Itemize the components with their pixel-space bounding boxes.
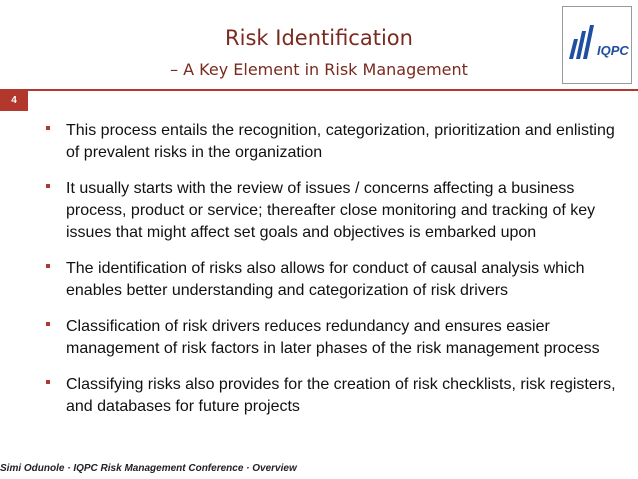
bullet-item [44, 316, 619, 360]
bullet-marker-icon [46, 322, 50, 326]
logo-text: IQPC [597, 43, 629, 58]
bullet-list [44, 120, 619, 432]
bullet-text: Classification of risk drivers reduces redundancy and ensures easier management of risk factors in later phases of the risk management process [66, 318, 600, 357]
bullet-text: This process entails the recognition, categorization, prioritization and enlisting of prevalent risks in the organization [66, 122, 615, 161]
bullet-text: The identification of risks also allows for conduct of causal analysis which enables better understanding and categorization of risk drivers [66, 260, 585, 299]
iqpc-logo [562, 6, 632, 84]
bullet-item [44, 258, 619, 302]
footer-text: Simi Odunole · IQPC Risk Management Conference · Overview [0, 463, 297, 474]
bullet-text: Classifying risks also provides for the creation of risk checklists, risk registers, and databases for future projects [66, 376, 616, 415]
bullet-marker-icon [46, 126, 50, 130]
bullet-item [44, 374, 619, 418]
bullet-item [44, 120, 619, 164]
slide-number: 4 [0, 89, 28, 111]
bullet-marker-icon [46, 264, 50, 268]
header-divider [0, 89, 638, 91]
bullet-item [44, 178, 619, 244]
bullet-text: It usually starts with the review of issues / concerns affecting a business process, product or service; thereafter close monitoring and tracking of key issues that might affect set goals and objectives is embarked upon [66, 180, 596, 241]
iqpc-logo-icon [565, 19, 629, 63]
bullet-marker-icon [46, 184, 50, 188]
slide-subtitle: – A Key Element in Risk Management [170, 60, 468, 79]
slide-title: Risk Identification [225, 26, 413, 50]
bullet-marker-icon [46, 380, 50, 384]
